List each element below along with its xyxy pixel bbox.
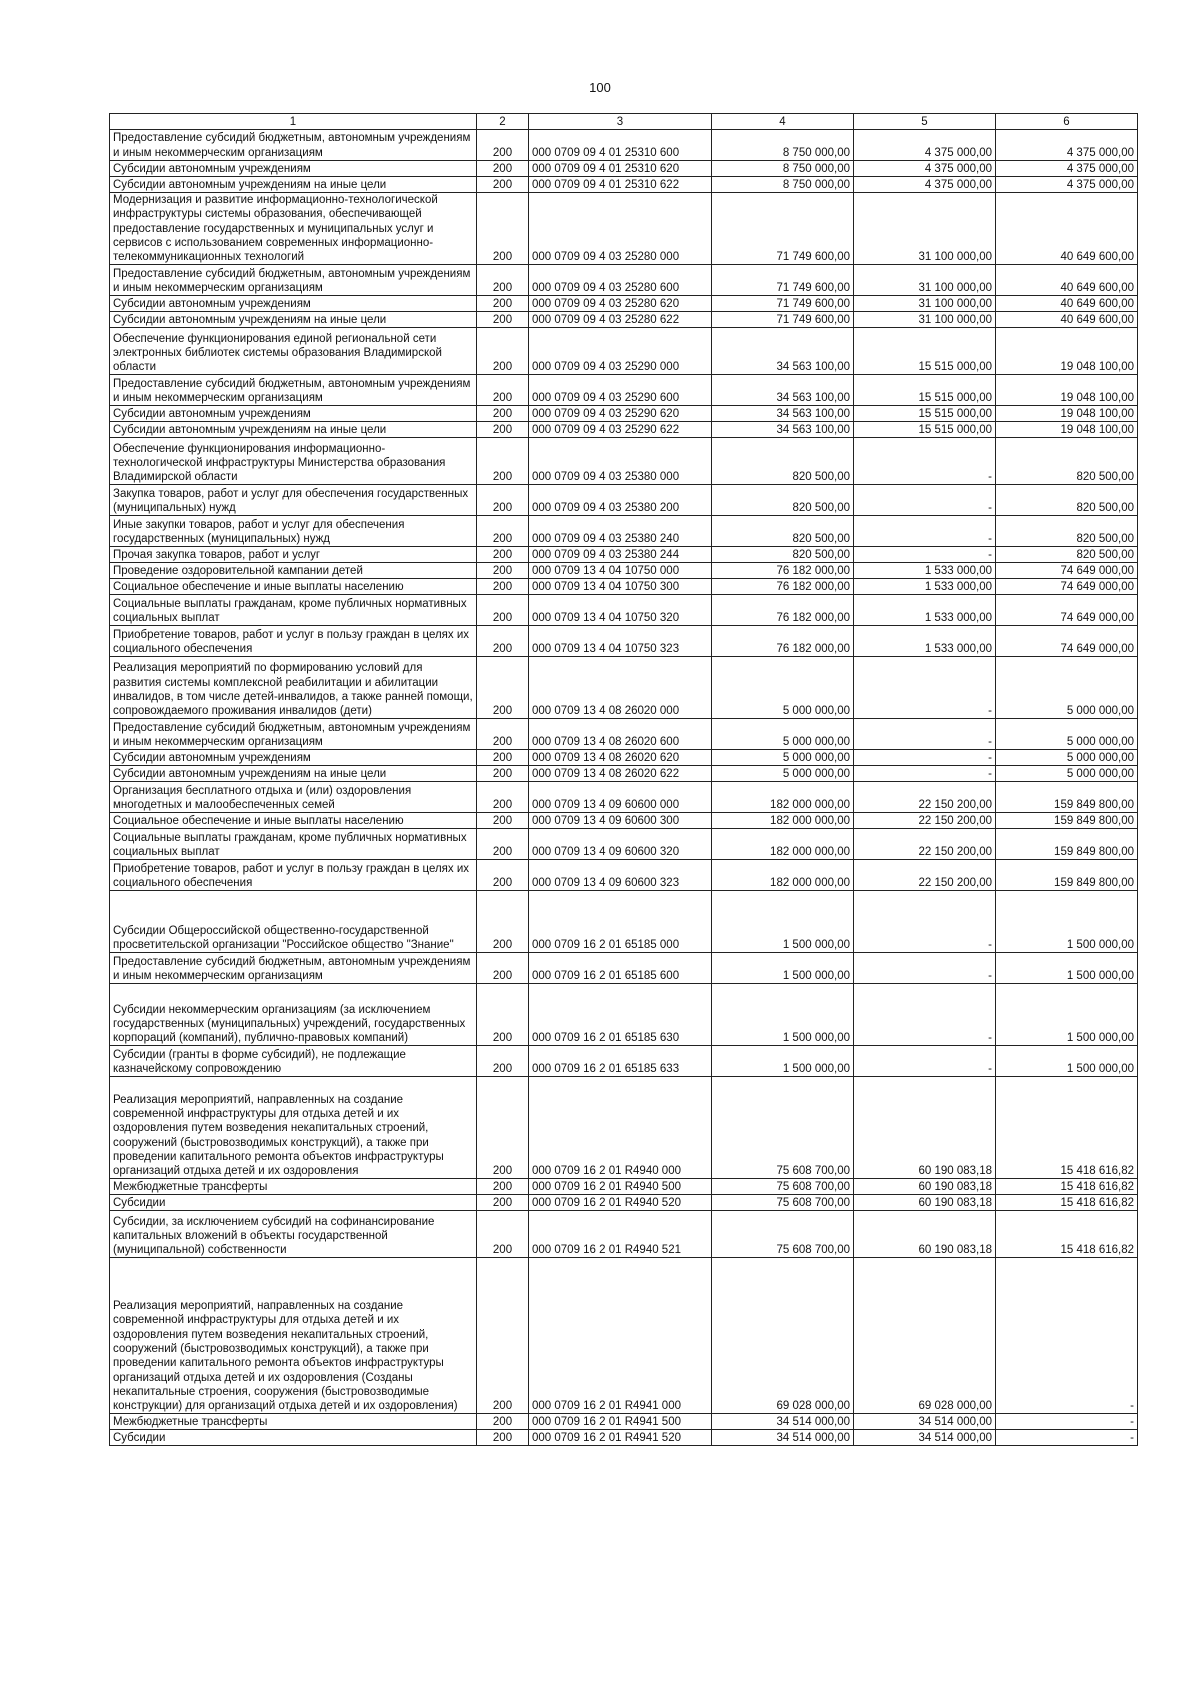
amount-col5-cell: 4 375 000,00 [854, 161, 996, 177]
item-name-cell: Субсидии автономным учреждениям [110, 406, 477, 422]
amount-col4-cell: 69 028 000,00 [712, 1258, 854, 1414]
item-name-cell: Реализация мероприятий, направленных на создание современной инфраструктуры для отдыха детей и их оздоровления путем возведения некапитальных строений, сооружений (быстровозводимых конструкций), а также при проведении капитального ремонта объектов инфраструктуры организаций отдыха детей и их оздоровления [110, 1077, 477, 1179]
amount-col6-cell: 74 649 000,00 [996, 595, 1138, 626]
budget-code-cell: 000 0709 13 4 04 10750 300 [529, 579, 712, 595]
amount-col4-cell: 71 749 600,00 [712, 312, 854, 328]
table-row [110, 984, 1138, 1046]
amount-col6-cell: - [996, 1258, 1138, 1414]
table-row [110, 719, 1138, 750]
table-row [110, 296, 1138, 312]
item-name-cell: Субсидии автономным учреждениям [110, 296, 477, 312]
admin-code-cell: 200 [477, 1414, 529, 1430]
budget-code-cell: 000 0709 13 4 09 60600 000 [529, 782, 712, 813]
amount-col5-cell: - [854, 891, 996, 953]
amount-col4-cell: 1 500 000,00 [712, 1046, 854, 1077]
item-name-cell: Субсидии автономным учреждениям на иные цели [110, 422, 477, 438]
budget-code-cell: 000 0709 13 4 04 10750 000 [529, 563, 712, 579]
amount-col6-cell: 19 048 100,00 [996, 328, 1138, 375]
amount-col5-cell: 1 533 000,00 [854, 563, 996, 579]
table-row [110, 422, 1138, 438]
item-name-cell: Обеспечение функционирования информационно-технологической инфраструктуры Министерства образования Владимирской области [110, 438, 477, 485]
header-cell-2: 2 [477, 114, 529, 130]
table-row [110, 547, 1138, 563]
amount-col5-cell: 34 514 000,00 [854, 1414, 996, 1430]
amount-col5-cell: 15 515 000,00 [854, 406, 996, 422]
admin-code-cell: 200 [477, 1046, 529, 1077]
item-name-cell: Организация бесплатного отдыха и (или) оздоровления многодетных и малообеспеченных семей [110, 782, 477, 813]
table-row [110, 595, 1138, 626]
amount-col5-cell: 60 190 083,18 [854, 1211, 996, 1258]
budget-code-cell: 000 0709 09 4 03 25290 622 [529, 422, 712, 438]
admin-code-cell: 200 [477, 406, 529, 422]
amount-col5-cell: 15 515 000,00 [854, 375, 996, 406]
amount-col5-cell: 31 100 000,00 [854, 312, 996, 328]
amount-col5-cell: - [854, 953, 996, 984]
amount-col4-cell: 71 749 600,00 [712, 296, 854, 312]
amount-col4-cell: 34 563 100,00 [712, 406, 854, 422]
header-cell-3: 3 [529, 114, 712, 130]
table-row [110, 579, 1138, 595]
item-name-cell: Обеспечение функционирования единой региональной сети электронных библиотек системы образования Владимирской области [110, 328, 477, 375]
amount-col6-cell: 15 418 616,82 [996, 1077, 1138, 1179]
budget-code-cell: 000 0709 16 2 01 R4941 500 [529, 1414, 712, 1430]
amount-col5-cell: 31 100 000,00 [854, 193, 996, 265]
admin-code-cell: 200 [477, 1179, 529, 1195]
amount-col6-cell: 5 000 000,00 [996, 766, 1138, 782]
admin-code-cell: 200 [477, 766, 529, 782]
item-name-cell: Социальные выплаты гражданам, кроме публичных нормативных социальных выплат [110, 829, 477, 860]
amount-col4-cell: 8 750 000,00 [712, 161, 854, 177]
amount-col4-cell: 5 000 000,00 [712, 750, 854, 766]
table-row [110, 782, 1138, 813]
table-row [110, 1179, 1138, 1195]
amount-col5-cell: 15 515 000,00 [854, 422, 996, 438]
amount-col4-cell: 5 000 000,00 [712, 657, 854, 719]
amount-col5-cell: - [854, 766, 996, 782]
budget-table [109, 113, 1138, 1446]
amount-col4-cell: 34 514 000,00 [712, 1430, 854, 1446]
header-row [110, 114, 1138, 130]
amount-col5-cell: - [854, 485, 996, 516]
amount-col6-cell: - [996, 1430, 1138, 1446]
table-row [110, 265, 1138, 296]
amount-col6-cell: 5 000 000,00 [996, 719, 1138, 750]
amount-col6-cell: 4 375 000,00 [996, 130, 1138, 161]
budget-code-cell: 000 0709 13 4 08 26020 622 [529, 766, 712, 782]
amount-col4-cell: 34 563 100,00 [712, 375, 854, 406]
amount-col4-cell: 76 182 000,00 [712, 626, 854, 657]
budget-code-cell: 000 0709 09 4 03 25380 200 [529, 485, 712, 516]
admin-code-cell: 200 [477, 563, 529, 579]
amount-col4-cell: 34 563 100,00 [712, 422, 854, 438]
amount-col6-cell: 159 849 800,00 [996, 813, 1138, 829]
table-row [110, 406, 1138, 422]
budget-code-cell: 000 0709 13 4 09 60600 320 [529, 829, 712, 860]
admin-code-cell: 200 [477, 177, 529, 193]
admin-code-cell: 200 [477, 265, 529, 296]
amount-col4-cell: 1 500 000,00 [712, 953, 854, 984]
amount-col4-cell: 1 500 000,00 [712, 984, 854, 1046]
header-cell-6: 6 [996, 114, 1138, 130]
item-name-cell: Проведение оздоровительной кампании детей [110, 563, 477, 579]
amount-col6-cell: - [996, 1414, 1138, 1430]
amount-col5-cell: 22 150 200,00 [854, 813, 996, 829]
table-row [110, 177, 1138, 193]
admin-code-cell: 200 [477, 547, 529, 563]
amount-col6-cell: 74 649 000,00 [996, 626, 1138, 657]
item-name-cell: Межбюджетные трансферты [110, 1414, 477, 1430]
item-name-cell: Субсидии автономным учреждениям [110, 161, 477, 177]
amount-col6-cell: 159 849 800,00 [996, 782, 1138, 813]
admin-code-cell: 200 [477, 829, 529, 860]
amount-col6-cell: 40 649 600,00 [996, 193, 1138, 265]
budget-code-cell: 000 0709 16 2 01 65185 000 [529, 891, 712, 953]
admin-code-cell: 200 [477, 782, 529, 813]
amount-col6-cell: 74 649 000,00 [996, 563, 1138, 579]
budget-code-cell: 000 0709 09 4 01 25310 620 [529, 161, 712, 177]
table-row [110, 626, 1138, 657]
table-row [110, 375, 1138, 406]
amount-col4-cell: 5 000 000,00 [712, 719, 854, 750]
amount-col5-cell: - [854, 547, 996, 563]
budget-code-cell: 000 0709 16 2 01 65185 630 [529, 984, 712, 1046]
amount-col5-cell: 1 533 000,00 [854, 595, 996, 626]
budget-code-cell: 000 0709 09 4 03 25280 622 [529, 312, 712, 328]
amount-col6-cell: 40 649 600,00 [996, 296, 1138, 312]
table-row [110, 860, 1138, 891]
amount-col6-cell: 4 375 000,00 [996, 177, 1138, 193]
item-name-cell: Предоставление субсидий бюджетным, автономным учреждениям и иным некоммерческим организациям [110, 130, 477, 161]
table-row [110, 891, 1138, 953]
amount-col6-cell: 15 418 616,82 [996, 1195, 1138, 1211]
amount-col4-cell: 820 500,00 [712, 547, 854, 563]
admin-code-cell: 200 [477, 516, 529, 547]
amount-col5-cell: - [854, 750, 996, 766]
budget-code-cell: 000 0709 16 2 01 R4941 520 [529, 1430, 712, 1446]
admin-code-cell: 200 [477, 891, 529, 953]
admin-code-cell: 200 [477, 984, 529, 1046]
amount-col6-cell: 40 649 600,00 [996, 265, 1138, 296]
admin-code-cell: 200 [477, 1195, 529, 1211]
item-name-cell: Предоставление субсидий бюджетным, автономным учреждениям и иным некоммерческим организациям [110, 375, 477, 406]
budget-code-cell: 000 0709 09 4 01 25310 600 [529, 130, 712, 161]
admin-code-cell: 200 [477, 296, 529, 312]
item-name-cell: Реализация мероприятий по формированию условий для развития системы комплексной реабилитации и абилитации инвалидов, в том числе детей-инвалидов, а также ранней помощи, сопровождаемого проживания инвалидов (дети) [110, 657, 477, 719]
admin-code-cell: 200 [477, 312, 529, 328]
budget-code-cell: 000 0709 09 4 03 25280 620 [529, 296, 712, 312]
admin-code-cell: 200 [477, 860, 529, 891]
amount-col4-cell: 75 608 700,00 [712, 1179, 854, 1195]
item-name-cell: Субсидии Общероссийской общественно-государственной просветительской организации "Российское общество "Знание" [110, 891, 477, 953]
amount-col6-cell: 820 500,00 [996, 547, 1138, 563]
amount-col5-cell: - [854, 657, 996, 719]
amount-col5-cell: 31 100 000,00 [854, 265, 996, 296]
amount-col4-cell: 76 182 000,00 [712, 595, 854, 626]
amount-col5-cell: 15 515 000,00 [854, 328, 996, 375]
admin-code-cell: 200 [477, 193, 529, 265]
table-row [110, 516, 1138, 547]
amount-col5-cell: - [854, 719, 996, 750]
admin-code-cell: 200 [477, 485, 529, 516]
table-row [110, 657, 1138, 719]
amount-col6-cell: 820 500,00 [996, 485, 1138, 516]
budget-code-cell: 000 0709 13 4 04 10750 320 [529, 595, 712, 626]
budget-code-cell: 000 0709 13 4 08 26020 600 [529, 719, 712, 750]
item-name-cell: Субсидии автономным учреждениям на иные цели [110, 766, 477, 782]
admin-code-cell: 200 [477, 953, 529, 984]
amount-col5-cell: 4 375 000,00 [854, 130, 996, 161]
item-name-cell: Субсидии автономным учреждениям [110, 750, 477, 766]
table-row [110, 1195, 1138, 1211]
amount-col6-cell: 1 500 000,00 [996, 953, 1138, 984]
budget-code-cell: 000 0709 09 4 01 25310 622 [529, 177, 712, 193]
admin-code-cell: 200 [477, 595, 529, 626]
item-name-cell: Межбюджетные трансферты [110, 1179, 477, 1195]
table-row [110, 485, 1138, 516]
budget-code-cell: 000 0709 16 2 01 R4940 000 [529, 1077, 712, 1179]
item-name-cell: Социальное обеспечение и иные выплаты населению [110, 579, 477, 595]
amount-col6-cell: 15 418 616,82 [996, 1211, 1138, 1258]
table-row [110, 750, 1138, 766]
item-name-cell: Субсидии (гранты в форме субсидий), не подлежащие казначейскому сопровождению [110, 1046, 477, 1077]
amount-col4-cell: 820 500,00 [712, 516, 854, 547]
table-row [110, 161, 1138, 177]
table-row [110, 130, 1138, 161]
amount-col5-cell: 22 150 200,00 [854, 860, 996, 891]
amount-col6-cell: 19 048 100,00 [996, 422, 1138, 438]
amount-col4-cell: 820 500,00 [712, 485, 854, 516]
amount-col5-cell: 1 533 000,00 [854, 626, 996, 657]
item-name-cell: Закупка товаров, работ и услуг для обеспечения государственных (муниципальных) нужд [110, 485, 477, 516]
table-row [110, 193, 1138, 265]
table-row [110, 312, 1138, 328]
amount-col4-cell: 1 500 000,00 [712, 891, 854, 953]
item-name-cell: Предоставление субсидий бюджетным, автономным учреждениям и иным некоммерческим организациям [110, 953, 477, 984]
amount-col6-cell: 5 000 000,00 [996, 750, 1138, 766]
budget-code-cell: 000 0709 09 4 03 25380 244 [529, 547, 712, 563]
budget-code-cell: 000 0709 13 4 09 60600 323 [529, 860, 712, 891]
amount-col5-cell: 34 514 000,00 [854, 1430, 996, 1446]
budget-code-cell: 000 0709 13 4 08 26020 620 [529, 750, 712, 766]
table-row [110, 1414, 1138, 1430]
admin-code-cell: 200 [477, 1211, 529, 1258]
budget-code-cell: 000 0709 09 4 03 25280 000 [529, 193, 712, 265]
admin-code-cell: 200 [477, 130, 529, 161]
table-row [110, 1077, 1138, 1179]
table-row [110, 766, 1138, 782]
amount-col6-cell: 820 500,00 [996, 438, 1138, 485]
budget-code-cell: 000 0709 09 4 03 25280 600 [529, 265, 712, 296]
amount-col5-cell: - [854, 438, 996, 485]
admin-code-cell: 200 [477, 375, 529, 406]
budget-code-cell: 000 0709 13 4 09 60600 300 [529, 813, 712, 829]
item-name-cell: Иные закупки товаров, работ и услуг для обеспечения государственных (муниципальных) нужд [110, 516, 477, 547]
table-row [110, 1258, 1138, 1414]
amount-col6-cell: 1 500 000,00 [996, 1046, 1138, 1077]
budget-code-cell: 000 0709 13 4 04 10750 323 [529, 626, 712, 657]
budget-code-cell: 000 0709 09 4 03 25380 000 [529, 438, 712, 485]
header-cell-1: 1 [110, 114, 477, 130]
item-name-cell: Субсидии автономным учреждениям на иные цели [110, 312, 477, 328]
amount-col4-cell: 75 608 700,00 [712, 1195, 854, 1211]
amount-col4-cell: 182 000 000,00 [712, 782, 854, 813]
item-name-cell: Субсидии [110, 1195, 477, 1211]
amount-col6-cell: 40 649 600,00 [996, 312, 1138, 328]
admin-code-cell: 200 [477, 1430, 529, 1446]
amount-col4-cell: 182 000 000,00 [712, 829, 854, 860]
amount-col6-cell: 159 849 800,00 [996, 829, 1138, 860]
admin-code-cell: 200 [477, 626, 529, 657]
amount-col4-cell: 76 182 000,00 [712, 579, 854, 595]
item-name-cell: Реализация мероприятий, направленных на создание современной инфраструктуры для отдыха детей и их оздоровления путем возведения некапитальных строений, сооружений (быстровозводимых конструкций), а также при проведении капитального ремонта объектов инфраструктуры организаций отдыха детей и их оздоровления (Созданы некапитальные строения, сооружения (быстровозводимые конструкции) для организаций отдыха детей и их оздоровления) [110, 1258, 477, 1414]
admin-code-cell: 200 [477, 813, 529, 829]
amount-col6-cell: 4 375 000,00 [996, 161, 1138, 177]
amount-col6-cell: 1 500 000,00 [996, 984, 1138, 1046]
amount-col5-cell: 22 150 200,00 [854, 829, 996, 860]
item-name-cell: Субсидии автономным учреждениям на иные цели [110, 177, 477, 193]
table-row [110, 813, 1138, 829]
admin-code-cell: 200 [477, 750, 529, 766]
amount-col6-cell: 15 418 616,82 [996, 1179, 1138, 1195]
budget-code-cell: 000 0709 13 4 08 26020 000 [529, 657, 712, 719]
item-name-cell: Социальные выплаты гражданам, кроме публичных нормативных социальных выплат [110, 595, 477, 626]
budget-code-cell: 000 0709 09 4 03 25290 620 [529, 406, 712, 422]
table-row [110, 829, 1138, 860]
amount-col6-cell: 5 000 000,00 [996, 657, 1138, 719]
amount-col5-cell: 22 150 200,00 [854, 782, 996, 813]
budget-code-cell: 000 0709 16 2 01 65185 600 [529, 953, 712, 984]
table-row [110, 1430, 1138, 1446]
admin-code-cell: 200 [477, 438, 529, 485]
amount-col4-cell: 820 500,00 [712, 438, 854, 485]
table-row [110, 438, 1138, 485]
amount-col6-cell: 19 048 100,00 [996, 406, 1138, 422]
item-name-cell: Приобретение товаров, работ и услуг в пользу граждан в целях их социального обеспечения [110, 626, 477, 657]
amount-col6-cell: 820 500,00 [996, 516, 1138, 547]
budget-code-cell: 000 0709 09 4 03 25290 000 [529, 328, 712, 375]
amount-col4-cell: 182 000 000,00 [712, 860, 854, 891]
amount-col4-cell: 34 514 000,00 [712, 1414, 854, 1430]
admin-code-cell: 200 [477, 657, 529, 719]
admin-code-cell: 200 [477, 1258, 529, 1414]
amount-col5-cell: 69 028 000,00 [854, 1258, 996, 1414]
amount-col6-cell: 19 048 100,00 [996, 375, 1138, 406]
amount-col5-cell: 31 100 000,00 [854, 296, 996, 312]
budget-code-cell: 000 0709 09 4 03 25380 240 [529, 516, 712, 547]
amount-col4-cell: 71 749 600,00 [712, 193, 854, 265]
amount-col4-cell: 8 750 000,00 [712, 177, 854, 193]
budget-code-cell: 000 0709 16 2 01 R4940 521 [529, 1211, 712, 1258]
table-row [110, 328, 1138, 375]
amount-col6-cell: 159 849 800,00 [996, 860, 1138, 891]
item-name-cell: Предоставление субсидий бюджетным, автономным учреждениям и иным некоммерческим организациям [110, 265, 477, 296]
amount-col5-cell: - [854, 1046, 996, 1077]
table-row [110, 563, 1138, 579]
amount-col5-cell: - [854, 984, 996, 1046]
item-name-cell: Предоставление субсидий бюджетным, автономным учреждениям и иным некоммерческим организациям [110, 719, 477, 750]
item-name-cell: Субсидии некоммерческим организациям (за исключением государственных (муниципальных) учреждений, государственных корпораций (компаний), публично-правовых компаний) [110, 984, 477, 1046]
header-cell-5: 5 [854, 114, 996, 130]
amount-col5-cell: 1 533 000,00 [854, 579, 996, 595]
amount-col4-cell: 182 000 000,00 [712, 813, 854, 829]
admin-code-cell: 200 [477, 1077, 529, 1179]
amount-col4-cell: 71 749 600,00 [712, 265, 854, 296]
item-name-cell: Субсидии [110, 1430, 477, 1446]
amount-col5-cell: 60 190 083,18 [854, 1179, 996, 1195]
budget-code-cell: 000 0709 16 2 01 R4941 000 [529, 1258, 712, 1414]
amount-col4-cell: 75 608 700,00 [712, 1211, 854, 1258]
amount-col4-cell: 75 608 700,00 [712, 1077, 854, 1179]
admin-code-cell: 200 [477, 161, 529, 177]
item-name-cell: Приобретение товаров, работ и услуг в пользу граждан в целях их социального обеспечения [110, 860, 477, 891]
admin-code-cell: 200 [477, 579, 529, 595]
amount-col5-cell: - [854, 516, 996, 547]
item-name-cell: Модернизация и развитие информационно-технологической инфраструктуры системы образования, обеспечивающей предоставление государственных и муниципальных услуг и сервисов с использованием современных информационно-телекоммуникационных технологий [110, 193, 477, 265]
item-name-cell: Субсидии, за исключением субсидий на софинансирование капитальных вложений в объекты государственной (муниципальной) собственности [110, 1211, 477, 1258]
table-row [110, 953, 1138, 984]
amount-col6-cell: 74 649 000,00 [996, 579, 1138, 595]
budget-code-cell: 000 0709 16 2 01 65185 633 [529, 1046, 712, 1077]
amount-col4-cell: 34 563 100,00 [712, 328, 854, 375]
page-number: 100 [589, 80, 611, 95]
amount-col5-cell: 4 375 000,00 [854, 177, 996, 193]
amount-col5-cell: 60 190 083,18 [854, 1195, 996, 1211]
amount-col4-cell: 76 182 000,00 [712, 563, 854, 579]
table-body [110, 130, 1138, 1446]
amount-col6-cell: 1 500 000,00 [996, 891, 1138, 953]
table-row [110, 1211, 1138, 1258]
admin-code-cell: 200 [477, 328, 529, 375]
budget-code-cell: 000 0709 09 4 03 25290 600 [529, 375, 712, 406]
admin-code-cell: 200 [477, 719, 529, 750]
amount-col4-cell: 5 000 000,00 [712, 766, 854, 782]
budget-code-cell: 000 0709 16 2 01 R4940 520 [529, 1195, 712, 1211]
header-cell-4: 4 [712, 114, 854, 130]
admin-code-cell: 200 [477, 422, 529, 438]
budget-code-cell: 000 0709 16 2 01 R4940 500 [529, 1179, 712, 1195]
item-name-cell: Социальное обеспечение и иные выплаты населению [110, 813, 477, 829]
item-name-cell: Прочая закупка товаров, работ и услуг [110, 547, 477, 563]
amount-col4-cell: 8 750 000,00 [712, 130, 854, 161]
amount-col5-cell: 60 190 083,18 [854, 1077, 996, 1179]
table-row [110, 1046, 1138, 1077]
